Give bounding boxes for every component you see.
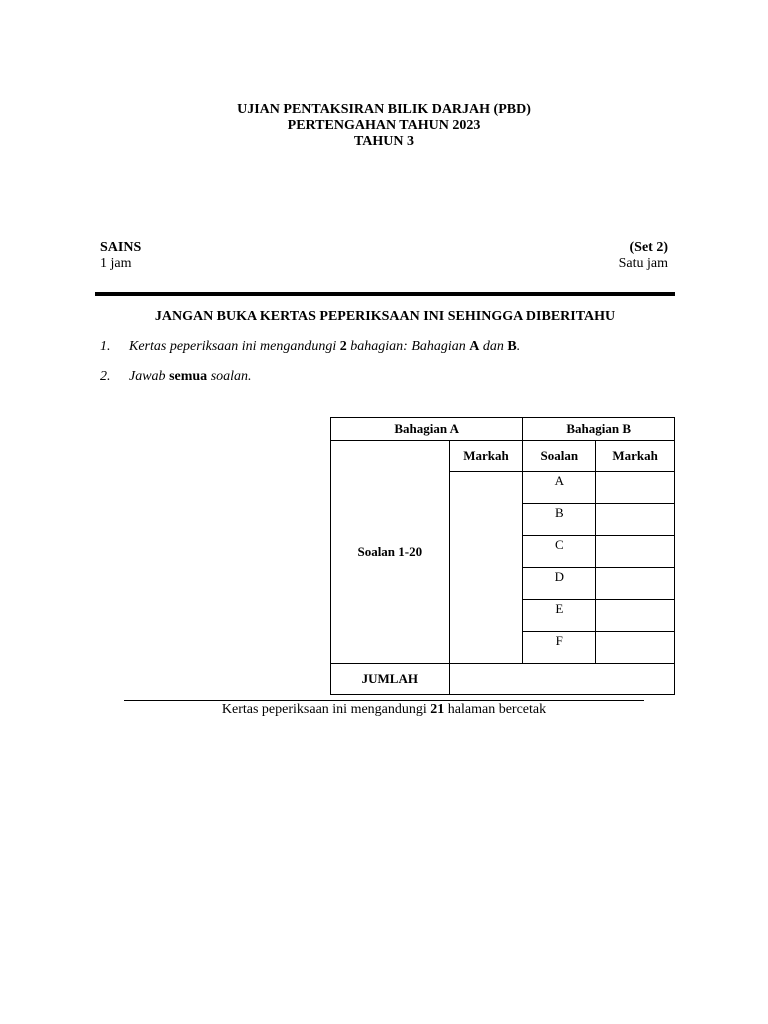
section-a-markah-header: Markah (449, 441, 523, 472)
instruction-text: bahagian: Bahagian (346, 339, 470, 354)
question-b-mark-cell (596, 568, 675, 600)
instruction-text: Jawab (129, 369, 170, 384)
duration: 1 jam (100, 256, 132, 271)
instruction-text: Kertas peperiksaan ini mengandungi (129, 339, 340, 354)
section-b-header: Bahagian B (523, 418, 675, 441)
instruction-bold: A (469, 339, 480, 354)
header-line-2: PERTENGAHAN TAHUN 2023 (287, 118, 481, 133)
question-b-mark-cell (596, 600, 675, 632)
instruction-number: 2. (100, 369, 111, 384)
divider-rule (95, 292, 675, 296)
instruction-bold: semua (169, 369, 208, 384)
instruction-1 (100, 339, 520, 355)
question-b-label: D (523, 568, 596, 600)
instruction-bold: B (507, 339, 517, 354)
instruction-text: . (516, 339, 521, 354)
instruction-text: dan (479, 339, 508, 354)
question-b-label: F (523, 632, 596, 664)
header-line-1: UJIAN PENTAKSIRAN BILIK DARJAH (PBD) (237, 102, 531, 117)
total-mark-cell (449, 664, 674, 695)
question-b-label: C (523, 536, 596, 568)
marks-table (330, 417, 675, 695)
warning-text: JANGAN BUKA KERTAS PEPERIKSAAN INI SEHINGGA DIBERITAHU (154, 309, 616, 324)
page-count: 21 (430, 702, 445, 717)
question-b-mark-cell (596, 632, 675, 664)
section-b-soalan-header: Soalan (523, 441, 596, 472)
section-a-mark-cell (449, 472, 523, 664)
question-b-label: E (523, 600, 596, 632)
section-a-header: Bahagian A (331, 418, 523, 441)
duration-words: Satu jam (618, 256, 668, 271)
footer-text: halaman bercetak (444, 702, 547, 717)
question-b-mark-cell (596, 472, 675, 504)
set-label: (Set 2) (629, 240, 668, 255)
section-b-markah-header: Markah (596, 441, 675, 472)
question-b-mark-cell (596, 504, 675, 536)
footer-rule (124, 700, 644, 701)
instruction-bold: 2 (339, 339, 347, 354)
section-a-questions: Soalan 1-20 (331, 441, 450, 664)
header-line-3: TAHUN 3 (353, 134, 415, 149)
instruction-2 (100, 369, 252, 385)
question-b-label: A (523, 472, 596, 504)
total-label: JUMLAH (331, 664, 450, 695)
question-b-label: B (523, 504, 596, 536)
subject-title: SAINS (100, 240, 142, 255)
footer-text: Kertas peperiksaan ini mengandungi (221, 702, 431, 717)
page-count-note (0, 702, 768, 718)
question-b-mark-cell (596, 536, 675, 568)
instruction-text: soalan. (207, 369, 252, 384)
instruction-number: 1. (100, 339, 111, 354)
